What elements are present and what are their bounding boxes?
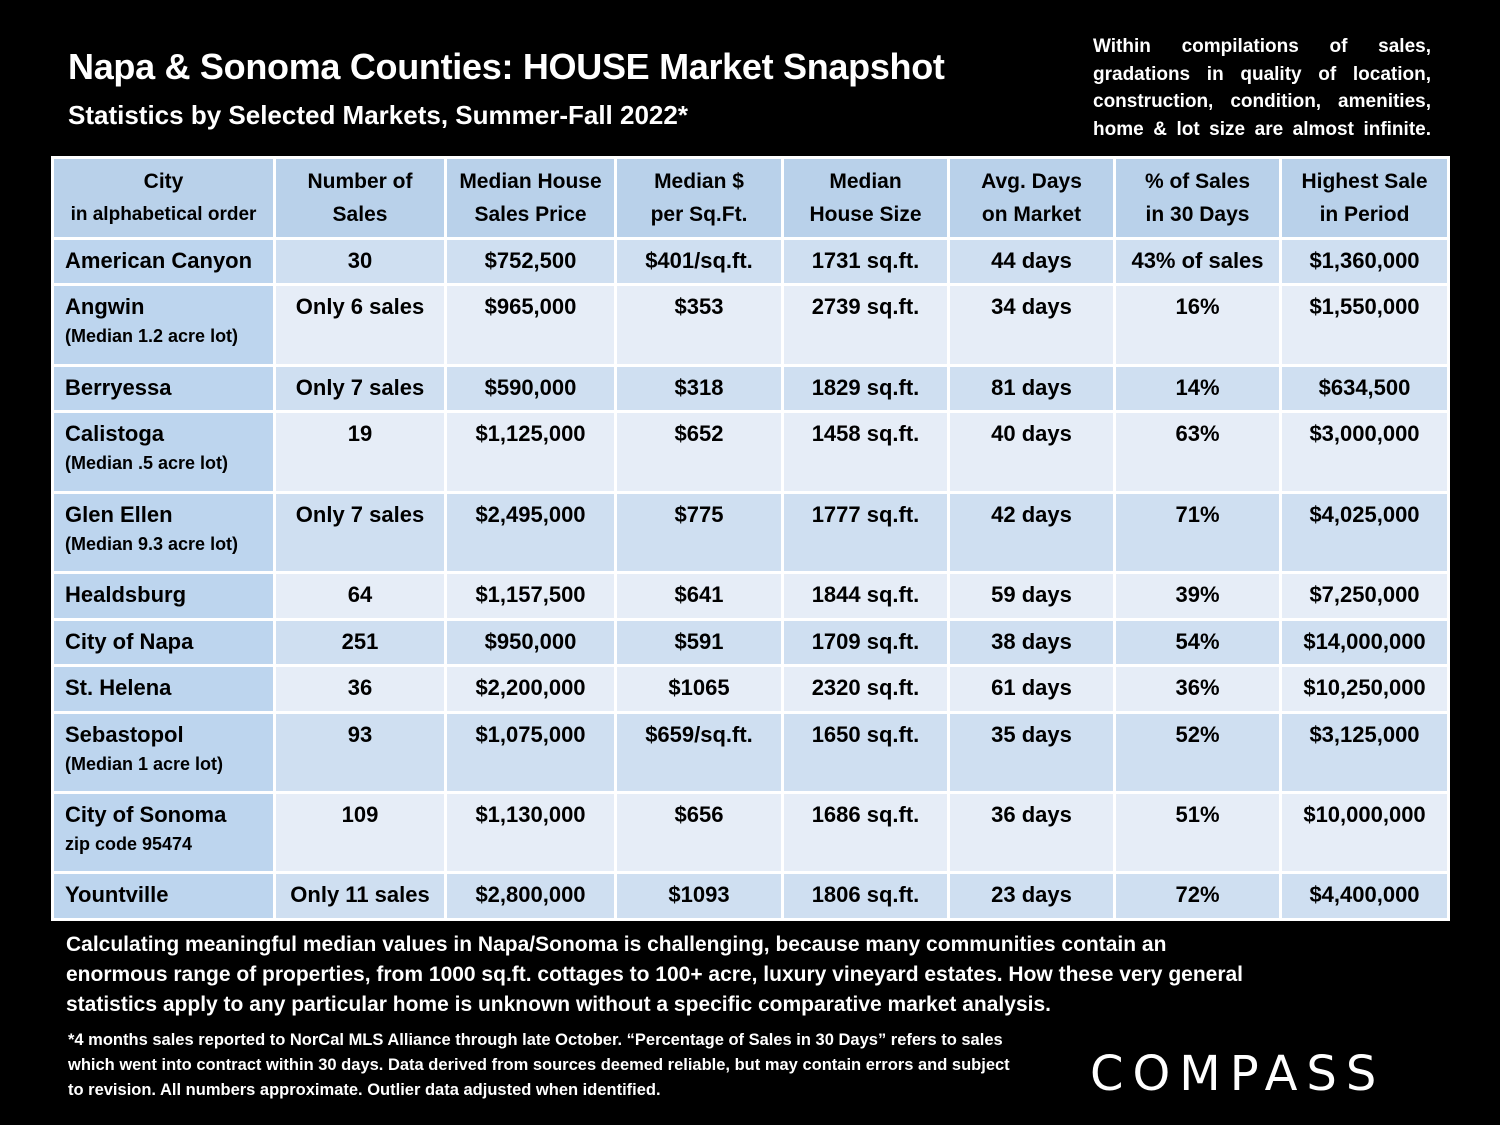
table-row: [53, 412, 1449, 492]
column-header: [446, 158, 616, 239]
footnote: *4 months sales reported to NorCal MLS Alliance through late October. “Percentage of Sales in 30 Days” refers to sales which went into contract within 30 days. Data derived from sources deemed reliable, but may contain errors and subject to revision. All numbers approximate. Outlier data adjusted when identified.: [68, 1031, 1010, 1099]
city-name: Yountville: [65, 882, 169, 908]
table-body: [53, 239, 1449, 920]
city-note: (Median 9.3 acre lot): [65, 533, 239, 554]
price-per-sqft-cell: $1065: [616, 666, 783, 712]
median-price-cell: $752,500: [446, 239, 616, 285]
table-row: [53, 285, 1449, 365]
sales-count-cell: 64: [275, 573, 446, 619]
city-name: Sebastopol: [65, 721, 184, 747]
table-row: [53, 619, 1449, 665]
sales-count-cell: 30: [275, 239, 446, 285]
days-on-market-cell: 81 days: [949, 365, 1115, 411]
price-per-sqft-cell: $652: [616, 412, 783, 492]
sales-count-cell: Only 6 sales: [275, 285, 446, 365]
highest-sale-cell: $4,400,000: [1281, 873, 1449, 920]
sales-count-cell: 251: [275, 619, 446, 665]
city-name: Healdsburg: [65, 582, 187, 608]
city-name: American Canyon: [65, 248, 253, 273]
median-price-cell: $950,000: [446, 619, 616, 665]
highest-sale-cell: $1,550,000: [1281, 285, 1449, 365]
column-header-main: Highest Sale: [1301, 170, 1428, 193]
price-per-sqft-cell: $775: [616, 492, 783, 572]
note-line: home & lot size are almost infinite.: [1093, 118, 1431, 140]
table-row: [53, 873, 1449, 920]
column-header-main: Median House: [459, 170, 602, 193]
table-row: [53, 492, 1449, 572]
column-header: [616, 158, 783, 239]
house-size-cell: 1829 sq.ft.: [783, 365, 949, 411]
city-cell: [53, 873, 275, 920]
table-row: [53, 666, 1449, 712]
house-size-cell: 1458 sq.ft.: [783, 412, 949, 492]
pct-30-days-cell: 36%: [1115, 666, 1281, 712]
city-note: zip code 95474: [65, 834, 193, 855]
column-header-main: % of Sales: [1144, 170, 1251, 193]
city-name: City of Sonoma: [65, 802, 227, 828]
house-size-cell: 2320 sq.ft.: [783, 666, 949, 712]
pct-30-days-cell: 14%: [1115, 365, 1281, 411]
pct-30-days-cell: 51%: [1115, 793, 1281, 873]
sales-count-cell: 93: [275, 712, 446, 792]
table-row: [53, 573, 1449, 619]
house-size-cell: 1650 sq.ft.: [783, 712, 949, 792]
note-line: gradations in quality of location,: [1093, 63, 1431, 85]
highest-sale-cell: $7,250,000: [1281, 573, 1449, 619]
highest-sale-cell: $10,250,000: [1281, 666, 1449, 712]
pct-30-days-cell: 63%: [1115, 412, 1281, 492]
house-size-cell: 1686 sq.ft.: [783, 793, 949, 873]
page-subtitle: Statistics by Selected Markets, Summer-Fall 2022*: [68, 100, 688, 130]
highest-sale-cell: $3,000,000: [1281, 412, 1449, 492]
compass-logo: COMPASS: [1090, 1046, 1386, 1102]
city-cell: [53, 793, 275, 873]
column-header-main: Avg. Days: [981, 170, 1082, 193]
median-price-cell: $965,000: [446, 285, 616, 365]
disclaimer-note: [1093, 33, 1431, 143]
column-header-sub: Sales: [332, 203, 388, 226]
note-line: Within compilations of sales,: [1093, 36, 1431, 57]
city-cell: [53, 365, 275, 411]
price-per-sqft-cell: $401/sq.ft.: [616, 239, 783, 285]
table-row: [53, 239, 1449, 285]
city-cell: [53, 239, 275, 285]
median-price-cell: $2,495,000: [446, 492, 616, 572]
sales-count-cell: Only 7 sales: [275, 365, 446, 411]
city-name: Berryessa: [65, 374, 172, 400]
city-note: (Median 1 acre lot): [65, 753, 224, 774]
pct-30-days-cell: 72%: [1115, 873, 1281, 920]
table-row: [53, 712, 1449, 792]
column-header: [1115, 158, 1281, 239]
city-cell: [53, 573, 275, 619]
column-header: [949, 158, 1115, 239]
column-header-main: City: [143, 170, 184, 193]
city-note: (Median 1.2 acre lot): [65, 326, 239, 347]
sales-count-cell: 109: [275, 793, 446, 873]
price-per-sqft-cell: $353: [616, 285, 783, 365]
city-name: St. Helena: [65, 675, 172, 701]
days-on-market-cell: 23 days: [949, 873, 1115, 920]
column-header-sub: per Sq.Ft.: [650, 203, 748, 226]
city-cell: [53, 666, 275, 712]
city-cell: [53, 492, 275, 572]
median-price-cell: $590,000: [446, 365, 616, 411]
column-header: [1281, 158, 1449, 239]
highest-sale-cell: $3,125,000: [1281, 712, 1449, 792]
sales-count-cell: 36: [275, 666, 446, 712]
median-price-cell: $1,075,000: [446, 712, 616, 792]
page-title: Napa & Sonoma Counties: HOUSE Market Snapshot: [68, 46, 945, 87]
pct-30-days-cell: 43% of sales: [1115, 239, 1281, 285]
highest-sale-cell: $4,025,000: [1281, 492, 1449, 572]
highest-sale-cell: $634,500: [1281, 365, 1449, 411]
sales-count-cell: 19: [275, 412, 446, 492]
pct-30-days-cell: 71%: [1115, 492, 1281, 572]
column-header-sub: in alphabetical order: [70, 204, 257, 225]
pct-30-days-cell: 52%: [1115, 712, 1281, 792]
city-name: City of Napa: [65, 628, 194, 654]
house-size-cell: 1806 sq.ft.: [783, 873, 949, 920]
city-cell: [53, 412, 275, 492]
column-header-sub: in 30 Days: [1145, 203, 1250, 226]
median-price-cell: $1,130,000: [446, 793, 616, 873]
city-cell: [53, 285, 275, 365]
column-header-sub: House Size: [809, 203, 922, 226]
days-on-market-cell: 40 days: [949, 412, 1115, 492]
highest-sale-cell: $10,000,000: [1281, 793, 1449, 873]
city-note: (Median .5 acre lot): [65, 453, 229, 474]
column-header-sub: on Market: [981, 203, 1082, 226]
median-price-cell: $2,200,000: [446, 666, 616, 712]
pct-30-days-cell: 54%: [1115, 619, 1281, 665]
city-cell: [53, 619, 275, 665]
pct-30-days-cell: 39%: [1115, 573, 1281, 619]
median-price-cell: $2,800,000: [446, 873, 616, 920]
city-cell: [53, 712, 275, 792]
price-per-sqft-cell: $591: [616, 619, 783, 665]
column-header-main: Median $: [654, 170, 744, 193]
city-name: Calistoga: [65, 421, 165, 447]
house-size-cell: 1844 sq.ft.: [783, 573, 949, 619]
price-per-sqft-cell: $318: [616, 365, 783, 411]
median-price-cell: $1,157,500: [446, 573, 616, 619]
header-row: [53, 158, 1449, 239]
days-on-market-cell: 36 days: [949, 793, 1115, 873]
market-table: [51, 156, 1450, 921]
days-on-market-cell: 61 days: [949, 666, 1115, 712]
table-row: [53, 365, 1449, 411]
house-size-cell: 2739 sq.ft.: [783, 285, 949, 365]
days-on-market-cell: 59 days: [949, 573, 1115, 619]
days-on-market-cell: 44 days: [949, 239, 1115, 285]
price-per-sqft-cell: $656: [616, 793, 783, 873]
house-size-cell: 1709 sq.ft.: [783, 619, 949, 665]
column-header-main: Number of: [307, 170, 413, 193]
note-line: construction, condition, amenities,: [1093, 91, 1431, 112]
column-header-sub: in Period: [1319, 203, 1410, 226]
days-on-market-cell: 34 days: [949, 285, 1115, 365]
analysis-comment: Calculating meaningful median values in Napa/Sonoma is challenging, because many communities contain an enormous range of properties, from 1000 sq.ft. cottages to 100+ acre, luxury vineyard estates. How these very general statistics apply to any particular home is unknown without a specific comparative market analysis.: [66, 933, 1244, 1016]
highest-sale-cell: $1,360,000: [1281, 239, 1449, 285]
days-on-market-cell: 42 days: [949, 492, 1115, 572]
table-row: [53, 793, 1449, 873]
days-on-market-cell: 38 days: [949, 619, 1115, 665]
sales-count-cell: Only 11 sales: [275, 873, 446, 920]
house-size-cell: 1731 sq.ft.: [783, 239, 949, 285]
days-on-market-cell: 35 days: [949, 712, 1115, 792]
sales-count-cell: Only 7 sales: [275, 492, 446, 572]
market-table-container: [51, 156, 1447, 921]
column-header: [783, 158, 949, 239]
price-per-sqft-cell: $659/sq.ft.: [616, 712, 783, 792]
highest-sale-cell: $14,000,000: [1281, 619, 1449, 665]
column-header-main: Median: [829, 170, 902, 193]
price-per-sqft-cell: $641: [616, 573, 783, 619]
house-size-cell: 1777 sq.ft.: [783, 492, 949, 572]
city-name: Angwin: [65, 294, 145, 320]
column-header-sub: Sales Price: [474, 203, 587, 226]
column-header: [53, 158, 275, 239]
city-name: Glen Ellen: [65, 501, 173, 527]
column-header: [275, 158, 446, 239]
median-price-cell: $1,125,000: [446, 412, 616, 492]
price-per-sqft-cell: $1093: [616, 873, 783, 920]
pct-30-days-cell: 16%: [1115, 285, 1281, 365]
